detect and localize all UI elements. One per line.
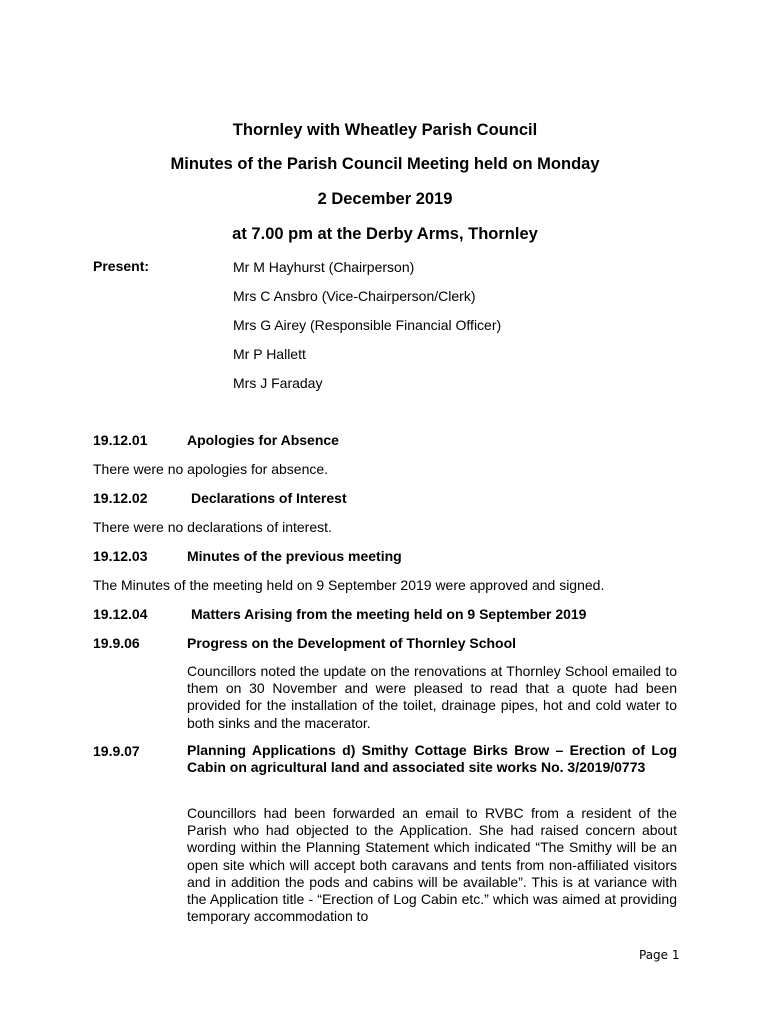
attendee: Mrs G Airey (Responsible Financial Officer): [233, 317, 502, 333]
item-number: 19.12.02: [93, 490, 148, 506]
meeting-title: Minutes of the Parish Council Meeting held on Monday: [170, 155, 600, 173]
item-text: The Minutes of the meeting held on 9 September 2019 were approved and signed.: [93, 577, 605, 593]
item-number: 19.12.03: [93, 548, 148, 564]
page-number: Page 1: [639, 948, 680, 962]
item-number: 19.9.06: [93, 635, 140, 651]
item-number: 19.9.07: [93, 743, 140, 759]
item-paragraph: Councillors had been forwarded an email to RVBC from a resident of the Parish who had objected to the Application. She had raised concern about wording within the Planning Statement which indicated “The Smithy will be an open site which will accept both caravans and tents from non-affiliated visitors and in addition the pods and cabins will be available”. This is at variance with the Application title - “Erection of Log Cabin etc.” which was aimed at providing temporary accommodation to: [187, 805, 677, 925]
meeting-date: 2 December 2019: [317, 190, 453, 208]
attendee: Mr P Hallett: [233, 346, 306, 362]
attendee: Mrs C Ansbro (Vice-Chairperson/Clerk): [233, 288, 476, 304]
attendee: Mr M Hayhurst (Chairperson): [233, 259, 415, 275]
item-text: There were no declarations of interest.: [93, 519, 332, 535]
item-heading: Planning Applications d) Smithy Cottage Birks Brow – Erection of Log Cabin on agricultural land and associated site works No. 3/2019/0773: [187, 742, 677, 776]
item-paragraph: Councillors noted the update on the renovations at Thornley School emailed to them on 30 November and were pleased to read that a quote had been provided for the installation of the toilet, drainage pipes, hot and cold water to both sinks and the macerator.: [187, 663, 677, 731]
item-heading: Apologies for Absence: [187, 432, 339, 448]
item-heading: Matters Arising from the meeting held on 9 September 2019: [191, 606, 587, 622]
item-heading: Minutes of the previous meeting: [187, 548, 402, 564]
council-title: Thornley with Wheatley Parish Council: [232, 121, 538, 139]
item-heading: Declarations of Interest: [191, 490, 347, 506]
item-number: 19.12.01: [93, 432, 148, 448]
attendee: Mrs J Faraday: [233, 375, 323, 391]
item-number: 19.12.04: [93, 606, 148, 622]
present-label: Present:: [93, 258, 150, 274]
item-text: There were no apologies for absence.: [93, 461, 329, 477]
meeting-venue: at 7.00 pm at the Derby Arms, Thornley: [232, 225, 538, 243]
item-heading: Progress on the Development of Thornley School: [187, 635, 517, 651]
